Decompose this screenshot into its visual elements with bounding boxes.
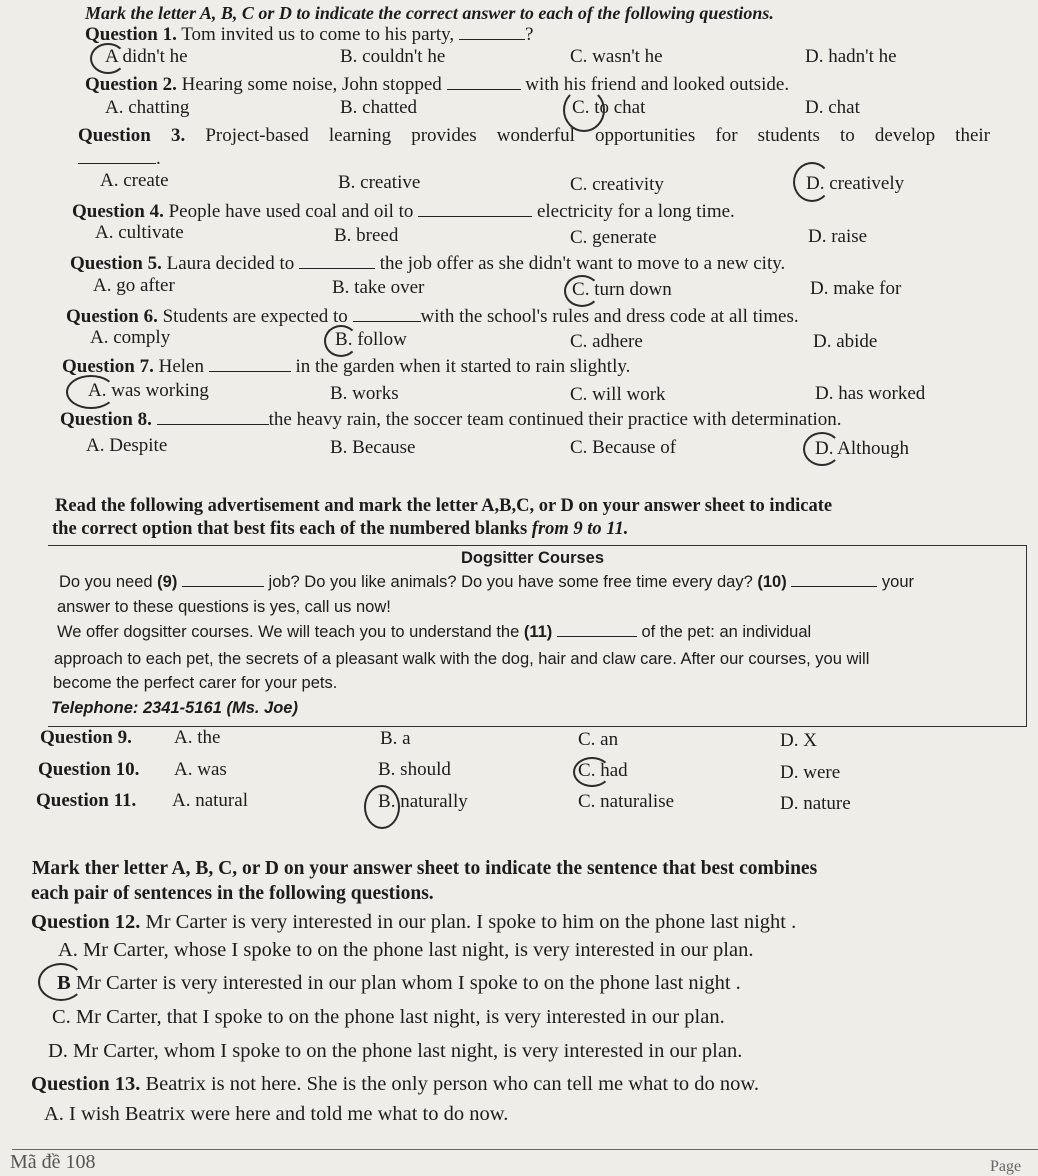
question-label: Question 7. xyxy=(62,356,154,377)
option-text: . Although xyxy=(828,438,909,459)
ad-text: Do you need xyxy=(59,573,153,591)
blank-number-10: (10) xyxy=(757,573,787,591)
q1-option-c[interactable]: C. wasn't he xyxy=(570,46,663,67)
option-text: . naturally xyxy=(390,791,468,812)
question-6 xyxy=(66,306,799,328)
ad-text: job? Do you like animals? Do you have some free time every day? xyxy=(268,573,753,591)
q3-option-c[interactable]: C. creativity xyxy=(570,174,664,195)
option-letter: C xyxy=(572,279,585,300)
answer-blank xyxy=(418,215,532,217)
answer-blank xyxy=(791,585,877,587)
instruction-heading-3-cont: each pair of sentences in the following questions. xyxy=(31,883,434,904)
advertisement-phone: Telephone: 2341-5161 (Ms. Joe) xyxy=(51,699,298,717)
option-text: . turn down xyxy=(584,279,672,300)
answer-blank xyxy=(447,88,521,90)
question-text: Beatrix is not here. She is the only person who can tell me what to do now. xyxy=(145,1073,760,1095)
question-text-end: electricity for a long time. xyxy=(536,201,735,222)
question-2 xyxy=(85,74,789,96)
q13-option-a[interactable]: A. I wish Beatrix were here and told me what to do now. xyxy=(44,1103,509,1125)
question-text-end: ? xyxy=(524,24,534,45)
instruction-heading-2: Read the following advertisement and mark the letter A,B,C, or D on your answer sheet to indicate xyxy=(55,496,833,516)
footer-divider xyxy=(12,1149,1038,1150)
q8-option-a[interactable]: A. Despite xyxy=(86,435,168,456)
answer-blank xyxy=(157,423,269,425)
q1-option-b[interactable]: B. couldn't he xyxy=(340,46,446,67)
q7-option-c[interactable]: C. will work xyxy=(570,384,666,405)
q12-option-a[interactable]: A. Mr Carter, whose I spoke to on the phone last night, is very interested in our plan. xyxy=(58,939,754,961)
ad-text: your xyxy=(881,573,915,591)
exam-code: Mã đề 108 xyxy=(10,1151,96,1173)
q11-option-a[interactable]: A. natural xyxy=(172,790,248,811)
advertisement-line-4: approach to each pet, the secrets of a pleasant walk with the dog, hair and claw care. After our courses, you will xyxy=(54,650,870,668)
q6-option-c[interactable]: C. adhere xyxy=(570,331,643,352)
option-letter: C xyxy=(572,97,585,118)
option-text: . follow xyxy=(347,329,407,350)
q9-option-b[interactable]: B. a xyxy=(380,728,411,749)
advertisement-line-3 xyxy=(57,623,811,642)
question-10-label: Question 10. xyxy=(38,759,140,780)
selected-answer-circle xyxy=(364,785,400,829)
question-3 xyxy=(78,125,990,147)
question-text: Mr Carter is very interested in our plan. I spoke to him on the phone last night . xyxy=(145,911,797,933)
question-text: Project-based learning provides wonderful opportunities for students to develop their xyxy=(205,125,991,146)
question-text: Tom invited us to come to his party, xyxy=(181,24,455,45)
option-text: Mr Carter is very interested in our plan whom I spoke to on the phone last night . xyxy=(70,972,741,994)
ad-text: We offer dogsitter courses. We will teach you to understand the xyxy=(57,623,520,641)
option-letter: B xyxy=(57,972,71,994)
q5-option-d[interactable]: D. make for xyxy=(810,278,902,299)
question-label: Question 13. xyxy=(31,1073,141,1095)
q8-option-c[interactable]: C. Because of xyxy=(570,437,677,458)
question-text-end: the job offer as she didn't want to move to a new city. xyxy=(379,253,786,274)
answer-blank xyxy=(353,320,421,322)
q3-option-b[interactable]: B. creative xyxy=(338,172,421,193)
question-label: Question 1. xyxy=(85,24,177,45)
question-text-end: with the school's rules and dress code at all times. xyxy=(420,306,799,327)
instruction-range: from 9 to 11. xyxy=(531,519,629,539)
q12-option-d[interactable]: D. Mr Carter, whom I spoke to on the phone last night, is very interested in our plan. xyxy=(48,1040,743,1062)
question-text: Laura decided to xyxy=(166,253,295,274)
question-label: Question 12. xyxy=(31,911,141,933)
page-label: Page xyxy=(990,1158,1022,1175)
selected-answer-circle xyxy=(803,432,841,466)
option-letter: B xyxy=(378,791,391,812)
q2-option-a[interactable]: A. chatting xyxy=(105,97,190,118)
question-5 xyxy=(70,253,785,275)
question-text: Hearing some noise, John stopped xyxy=(181,74,442,95)
q6-option-d[interactable]: D. abide xyxy=(813,331,878,352)
question-3-cont xyxy=(78,148,161,170)
advertisement-line-5: become the perfect carer for your pets. xyxy=(53,674,338,692)
question-label: Question 4. xyxy=(72,201,164,222)
option-text: . was working xyxy=(101,380,209,401)
q4-option-c[interactable]: C. generate xyxy=(570,227,657,248)
question-label: Question 5. xyxy=(70,253,162,274)
question-1 xyxy=(85,24,533,46)
selected-answer-circle xyxy=(564,275,600,307)
q7-option-b[interactable]: B. works xyxy=(330,383,399,404)
question-text: Helen xyxy=(158,356,204,377)
answer-blank xyxy=(459,38,525,40)
q8-option-b[interactable]: B. Because xyxy=(330,437,416,458)
option-letter: D xyxy=(815,438,829,459)
question-label: Question 2. xyxy=(85,74,177,95)
question-7 xyxy=(62,356,630,378)
question-11-label: Question 11. xyxy=(36,790,137,811)
q5-option-b[interactable]: B. take over xyxy=(332,277,425,298)
q5-option-a[interactable]: A. go after xyxy=(93,275,175,296)
question-label: Question 3. xyxy=(78,125,186,146)
instruction-text: the correct option that best fits each of the numbered blanks xyxy=(52,519,528,539)
advertisement-line-2: answer to these questions is yes, call us now! xyxy=(57,598,391,616)
q9-option-c[interactable]: C. an xyxy=(578,729,619,750)
option-text: . had xyxy=(590,760,628,781)
answer-blank xyxy=(182,585,264,587)
q11-option-d[interactable]: D. nature xyxy=(780,793,851,814)
instruction-heading: Mark the letter A, B, C or D to indicate the correct answer to each of the following questions. xyxy=(85,3,774,23)
question-13 xyxy=(31,1073,759,1096)
ad-text: of the pet: an individual xyxy=(641,623,812,641)
answer-blank xyxy=(78,162,156,164)
question-text-end: in the garden when it started to rain slightly. xyxy=(295,356,631,377)
question-text: Students are expected to xyxy=(162,306,348,327)
q12-option-c[interactable]: C. Mr Carter, that I spoke to on the phone last night, is very interested in our plan. xyxy=(52,1006,725,1028)
option-letter: C xyxy=(578,760,591,781)
question-label: Question 8. xyxy=(60,409,152,430)
q10-option-b[interactable]: B. should xyxy=(378,759,451,780)
option-letter: A xyxy=(88,380,102,401)
selected-answer-circle xyxy=(90,43,126,74)
selected-answer-circle xyxy=(38,963,84,1001)
q7-option-d[interactable]: D. has worked xyxy=(815,383,926,404)
question-12 xyxy=(31,911,796,934)
q2-option-b[interactable]: B. chatted xyxy=(340,97,418,118)
q9-option-a[interactable]: A. the xyxy=(174,727,221,748)
option-text: didn't he xyxy=(117,46,188,67)
q3-option-a[interactable]: A. create xyxy=(100,170,169,191)
option-letter: D xyxy=(806,173,820,194)
question-4 xyxy=(72,201,735,223)
instruction-heading-2-cont xyxy=(52,519,628,540)
option-text: . creatively xyxy=(819,173,905,194)
q6-option-a[interactable]: A. comply xyxy=(90,327,171,348)
question-label: Question 6. xyxy=(66,306,158,327)
q4-option-b[interactable]: B. breed xyxy=(334,225,399,246)
q4-option-d[interactable]: D. raise xyxy=(808,226,868,247)
blank-number-11: (11) xyxy=(523,623,553,641)
option-letter: B xyxy=(335,329,348,350)
question-text-end: . xyxy=(156,148,161,169)
question-text-end: the heavy rain, the soccer team continued their practice with determination. xyxy=(268,409,842,430)
question-text: People have used coal and oil to xyxy=(168,201,414,222)
question-text-end: with his friend and looked outside. xyxy=(525,74,790,95)
answer-blank xyxy=(299,267,375,269)
blank-number-9: (9) xyxy=(157,573,178,591)
selected-answer-circle xyxy=(66,375,116,409)
option-letter: A xyxy=(105,46,118,67)
selected-answer-circle xyxy=(324,325,358,357)
selected-answer-circle xyxy=(573,757,611,787)
q11-option-c[interactable]: C. naturalise xyxy=(578,791,675,812)
q12-option-b[interactable] xyxy=(57,972,741,995)
answer-blank xyxy=(209,370,291,372)
question-8 xyxy=(60,409,842,431)
q4-option-a[interactable]: A. cultivate xyxy=(95,222,184,243)
advertisement-line-1 xyxy=(59,573,914,592)
instruction-heading-3: Mark ther letter A, B, C, or D on your answer sheet to indicate the sentence that best combines xyxy=(32,858,818,879)
answer-blank xyxy=(557,635,637,637)
q10-option-a[interactable]: A. was xyxy=(174,759,227,780)
option-text: . to chat xyxy=(584,97,646,118)
question-9-label: Question 9. xyxy=(40,727,132,748)
q9-option-d[interactable]: D. X xyxy=(780,730,817,751)
advertisement-title: Dogsitter Courses xyxy=(461,549,605,567)
q2-option-d[interactable]: D. chat xyxy=(805,97,860,118)
selected-answer-circle xyxy=(793,162,831,202)
q1-option-d[interactable]: D. hadn't he xyxy=(805,46,897,67)
q10-option-d[interactable]: D. were xyxy=(780,762,841,783)
